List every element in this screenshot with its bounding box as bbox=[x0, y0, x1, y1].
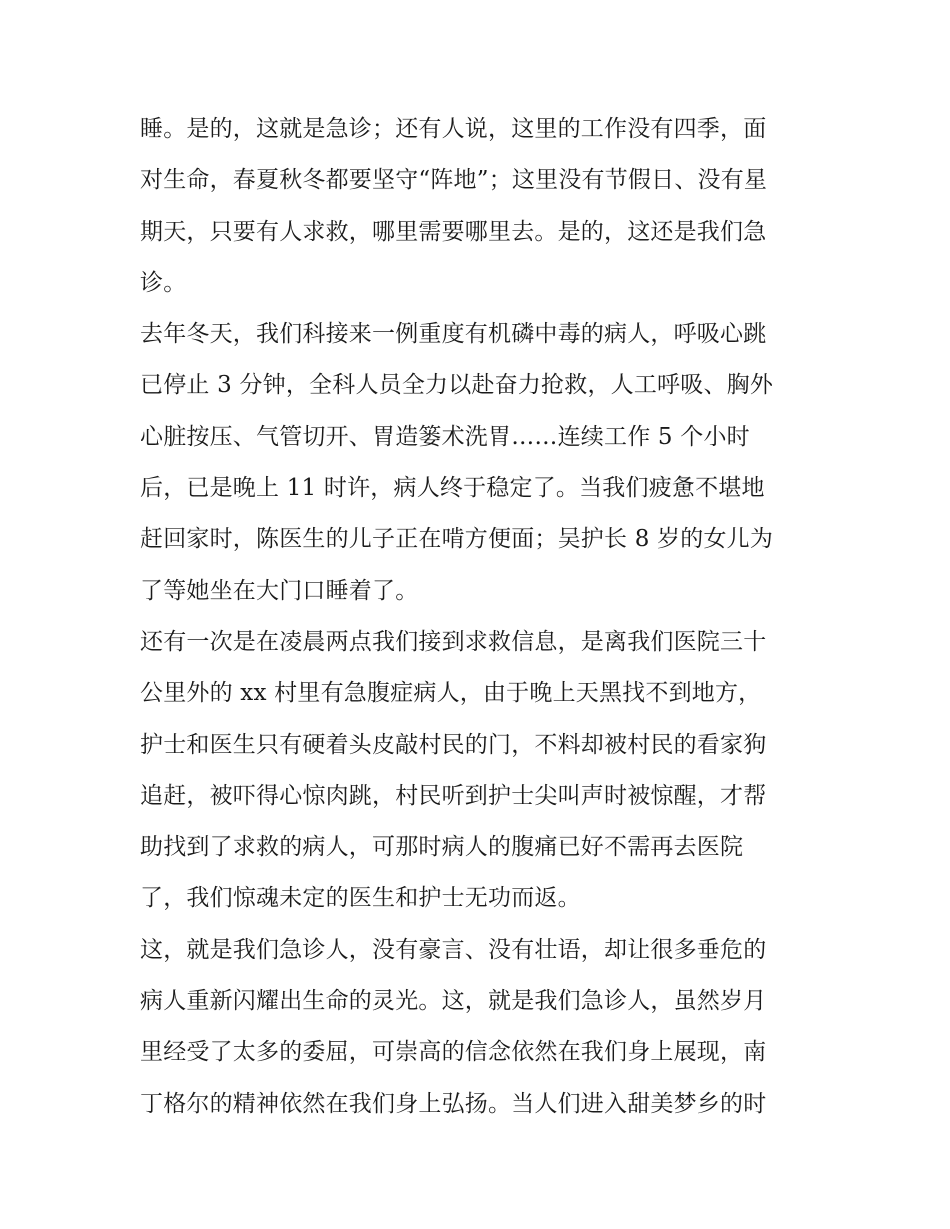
text-line: 对生命，春夏秋冬都要坚守“阵地”；这里没有节假日、没有星 bbox=[140, 167, 768, 194]
text-line: 了，我们惊魂未定的医生和护士无功而返。 bbox=[140, 885, 581, 912]
text-line: 后，已是晚上 11 时许，病人终于稳定了。当我们疲惫不堪地 bbox=[140, 475, 765, 502]
text-line: 期天，只要有人求救，哪里需要哪里去。是的，这还是我们急 bbox=[140, 218, 767, 245]
text-line: 追赶，被吓得心惊肉跳，村民听到护士尖叫声时被惊醒，才帮 bbox=[140, 782, 767, 809]
text-line: 护士和医生只有硬着头皮敲村民的门，不料却被村民的看家狗 bbox=[140, 731, 767, 758]
text-line: 了等她坐在大门口睡着了。 bbox=[140, 577, 419, 604]
text-line: 丁格尔的精神依然在我们身上弘扬。当人们进入甜美梦乡的时 bbox=[140, 1090, 767, 1117]
text-line: 睡。是的，这就是急诊；还有人说，这里的工作没有四季，面 bbox=[140, 116, 767, 142]
text-line: 赶回家时，陈医生的儿子正在啃方便面；吴护长 8 岁的女儿为 bbox=[140, 526, 774, 553]
text-line: 助找到了求救的病人，可那时病人的腹痛已好不需再去医院 bbox=[140, 834, 744, 861]
text-line: 已停止 3 分钟，全科人员全力以赴奋力抢救，人工呼吸、胸外 bbox=[140, 372, 774, 399]
text-line: 还有一次是在凌晨两点我们接到求救信息，是离我们医院三十 bbox=[140, 628, 767, 655]
text-line: 心脏按压、气管切开、胃造篓术洗胃……连续工作 5 个小时 bbox=[140, 423, 750, 450]
text-line: 公里外的 xx 村里有急腹症病人，由于晚上天黑找不到地方， bbox=[140, 680, 762, 707]
body-text bbox=[140, 104, 830, 1130]
text-line: 里经受了太多的委屈，可崇高的信念依然在我们身上展现，南 bbox=[140, 1039, 767, 1066]
text-line: 去年冬天，我们科接来一例重度有机磷中毒的病人，呼吸心跳 bbox=[140, 321, 767, 348]
text-line: 这，就是我们急诊人，没有豪言、没有壮语，却让很多垂危的 bbox=[140, 936, 767, 963]
text-line: 诊。 bbox=[140, 269, 187, 296]
text-line: 病人重新闪耀出生命的灵光。这，就是我们急诊人，虽然岁月 bbox=[140, 988, 767, 1015]
